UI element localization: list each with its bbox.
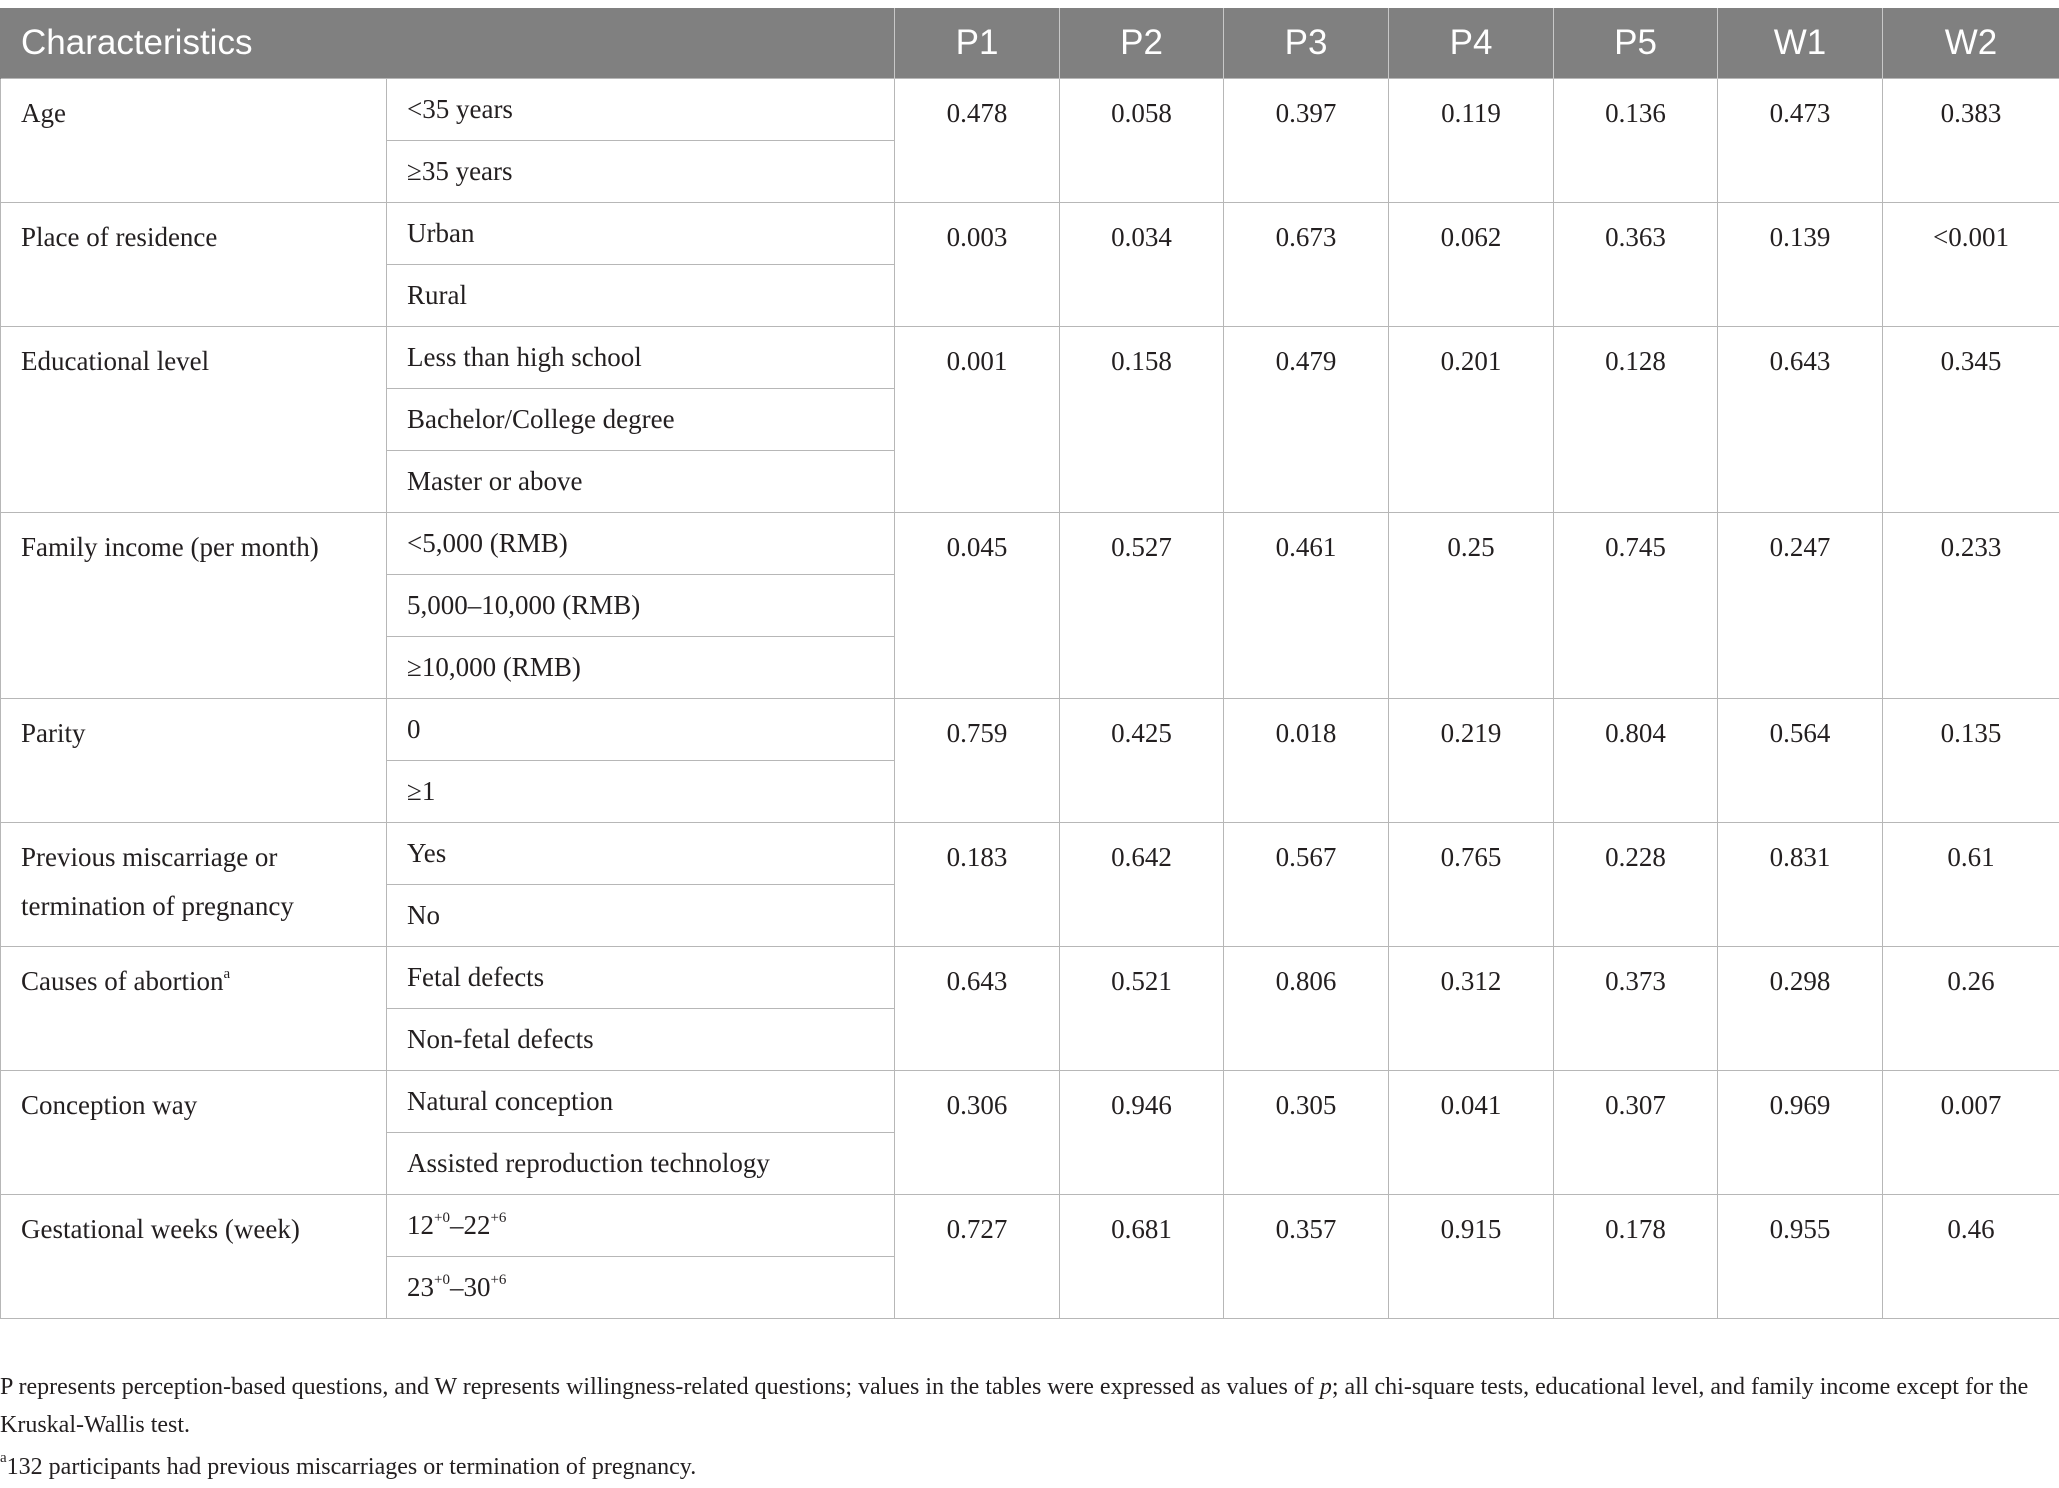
value-cell: 0.955: [1718, 1195, 1883, 1319]
table-row: [1, 947, 2059, 1009]
value-cell: 0.136: [1554, 79, 1718, 203]
value-cell: 0.61: [1883, 823, 2059, 947]
results-table: [0, 8, 2059, 1319]
header-p1: P1: [895, 8, 1060, 79]
category-text: 12: [407, 1210, 434, 1240]
value-cell: <0.001: [1883, 203, 2059, 327]
value-cell: 0.219: [1389, 699, 1554, 823]
row-label: [1, 79, 387, 203]
category-cell: <35 years: [387, 79, 895, 141]
value-cell: 0.228: [1554, 823, 1718, 947]
value-cell: 0.745: [1554, 513, 1718, 699]
category-cell: Yes: [387, 823, 895, 885]
table-row: [1, 79, 2059, 141]
value-cell: 0.345: [1883, 327, 2059, 513]
row-label: [1, 699, 387, 823]
value-cell: 0.46: [1883, 1195, 2059, 1319]
category-text: 23: [407, 1272, 434, 1302]
header-w1: W1: [1718, 8, 1883, 79]
row-label-text: Educational level: [21, 346, 210, 376]
category-cell: ≥10,000 (RMB): [387, 637, 895, 699]
header-w2: W2: [1883, 8, 2059, 79]
footnote-main-text-1: P represents perception-based questions, and W represents willingness-related questions; values in the tables were expressed as values of: [0, 1374, 1320, 1400]
header-p4: P4: [1389, 8, 1554, 79]
value-cell: 0.363: [1554, 203, 1718, 327]
category-cell: 5,000–10,000 (RMB): [387, 575, 895, 637]
value-cell: 0.305: [1224, 1071, 1389, 1195]
footnote-main: [0, 1368, 2040, 1444]
value-cell: 0.642: [1060, 823, 1224, 947]
category-cell: [387, 1257, 895, 1319]
category-cell: Natural conception: [387, 1071, 895, 1133]
value-cell: 0.018: [1224, 699, 1389, 823]
table-row: [1, 1071, 2059, 1133]
category-text: –22: [449, 1210, 491, 1240]
footnote-a-marker: a: [0, 1450, 7, 1466]
category-superscript: +0: [434, 1210, 450, 1226]
value-cell: 0.178: [1554, 1195, 1718, 1319]
table-row: [1, 699, 2059, 761]
table-row: [1, 327, 2059, 389]
category-cell: Master or above: [387, 451, 895, 513]
footnote-p-symbol: p: [1319, 1374, 1332, 1400]
value-cell: 0.759: [895, 699, 1060, 823]
row-label-text: Causes of abortion: [21, 966, 224, 996]
row-label: [1, 327, 387, 513]
value-cell: 0.681: [1060, 1195, 1224, 1319]
value-cell: 0.806: [1224, 947, 1389, 1071]
value-cell: 0.034: [1060, 203, 1224, 327]
value-cell: 0.831: [1718, 823, 1883, 947]
value-cell: 0.425: [1060, 699, 1224, 823]
value-cell: 0.643: [895, 947, 1060, 1071]
category-superscript: +6: [490, 1210, 507, 1226]
value-cell: 0.119: [1389, 79, 1554, 203]
row-label-text: Parity: [21, 718, 86, 748]
value-cell: 0.062: [1389, 203, 1554, 327]
value-cell: 0.479: [1224, 327, 1389, 513]
value-cell: 0.946: [1060, 1071, 1224, 1195]
value-cell: 0.003: [895, 203, 1060, 327]
category-cell: No: [387, 885, 895, 947]
value-cell: 0.128: [1554, 327, 1718, 513]
value-cell: 0.247: [1718, 513, 1883, 699]
table-row: [1, 823, 2059, 885]
value-cell: 0.478: [895, 79, 1060, 203]
value-cell: 0.135: [1883, 699, 2059, 823]
header-row: [1, 8, 2059, 79]
table-row: [1, 513, 2059, 575]
header-characteristics: Characteristics: [1, 8, 895, 79]
value-cell: 0.915: [1389, 1195, 1554, 1319]
category-superscript: +0: [434, 1272, 450, 1288]
row-label-text: Previous miscarriage or termination of pregnancy: [21, 842, 294, 921]
category-cell: Bachelor/College degree: [387, 389, 895, 451]
value-cell: 0.567: [1224, 823, 1389, 947]
header-p5: P5: [1554, 8, 1718, 79]
footnote-main-text-2: ; all chi-square tests, educational level, and family income except for the Kruskal-Wallis test.: [0, 1374, 2029, 1438]
table-row: [1, 1195, 2059, 1257]
row-label: [1, 513, 387, 699]
value-cell: 0.461: [1224, 513, 1389, 699]
value-cell: 0.298: [1718, 947, 1883, 1071]
row-label-text: Age: [21, 98, 66, 128]
value-cell: 0.158: [1060, 327, 1224, 513]
value-cell: 0.007: [1883, 1071, 2059, 1195]
value-cell: 0.564: [1718, 699, 1883, 823]
value-cell: 0.041: [1389, 1071, 1554, 1195]
table-body: [1, 79, 2059, 1319]
value-cell: 0.058: [1060, 79, 1224, 203]
value-cell: 0.527: [1060, 513, 1224, 699]
value-cell: 0.357: [1224, 1195, 1389, 1319]
row-label: [1, 1071, 387, 1195]
row-label-text: Conception way: [21, 1090, 198, 1120]
category-cell: Fetal defects: [387, 947, 895, 1009]
value-cell: 0.521: [1060, 947, 1224, 1071]
value-cell: 0.233: [1883, 513, 2059, 699]
row-label: [1, 823, 387, 947]
category-cell: [387, 1195, 895, 1257]
category-cell: Rural: [387, 265, 895, 327]
header-p2: P2: [1060, 8, 1224, 79]
value-cell: 0.397: [1224, 79, 1389, 203]
category-cell: Less than high school: [387, 327, 895, 389]
category-text: –30: [449, 1272, 491, 1302]
footnote-marker: a: [223, 966, 231, 982]
header-p3: P3: [1224, 8, 1389, 79]
value-cell: 0.765: [1389, 823, 1554, 947]
category-cell: 0: [387, 699, 895, 761]
table-row: [1, 203, 2059, 265]
value-cell: 0.139: [1718, 203, 1883, 327]
category-cell: ≥35 years: [387, 141, 895, 203]
value-cell: 0.804: [1554, 699, 1718, 823]
value-cell: 0.183: [895, 823, 1060, 947]
row-label-text: Gestational weeks (week): [21, 1214, 300, 1244]
category-cell: Urban: [387, 203, 895, 265]
value-cell: 0.25: [1389, 513, 1554, 699]
value-cell: 0.643: [1718, 327, 1883, 513]
value-cell: 0.373: [1554, 947, 1718, 1071]
value-cell: 0.26: [1883, 947, 2059, 1071]
footnote-a: [0, 1448, 2040, 1486]
value-cell: 0.045: [895, 513, 1060, 699]
row-label: [1, 203, 387, 327]
table-footnotes: [0, 1368, 2040, 1486]
category-superscript: +6: [490, 1272, 507, 1288]
row-label: [1, 947, 387, 1071]
category-cell: ≥1: [387, 761, 895, 823]
category-cell: <5,000 (RMB): [387, 513, 895, 575]
value-cell: 0.673: [1224, 203, 1389, 327]
value-cell: 0.307: [1554, 1071, 1718, 1195]
category-cell: Non-fetal defects: [387, 1009, 895, 1071]
footnote-a-text: 132 participants had previous miscarriages or termination of pregnancy.: [6, 1454, 697, 1480]
value-cell: 0.001: [895, 327, 1060, 513]
value-cell: 0.306: [895, 1071, 1060, 1195]
value-cell: 0.473: [1718, 79, 1883, 203]
row-label-text: Place of residence: [21, 222, 218, 252]
value-cell: 0.383: [1883, 79, 2059, 203]
category-cell: Assisted reproduction technology: [387, 1133, 895, 1195]
value-cell: 0.201: [1389, 327, 1554, 513]
value-cell: 0.727: [895, 1195, 1060, 1319]
value-cell: 0.969: [1718, 1071, 1883, 1195]
value-cell: 0.312: [1389, 947, 1554, 1071]
row-label-text: Family income (per month): [21, 532, 319, 562]
row-label: [1, 1195, 387, 1319]
